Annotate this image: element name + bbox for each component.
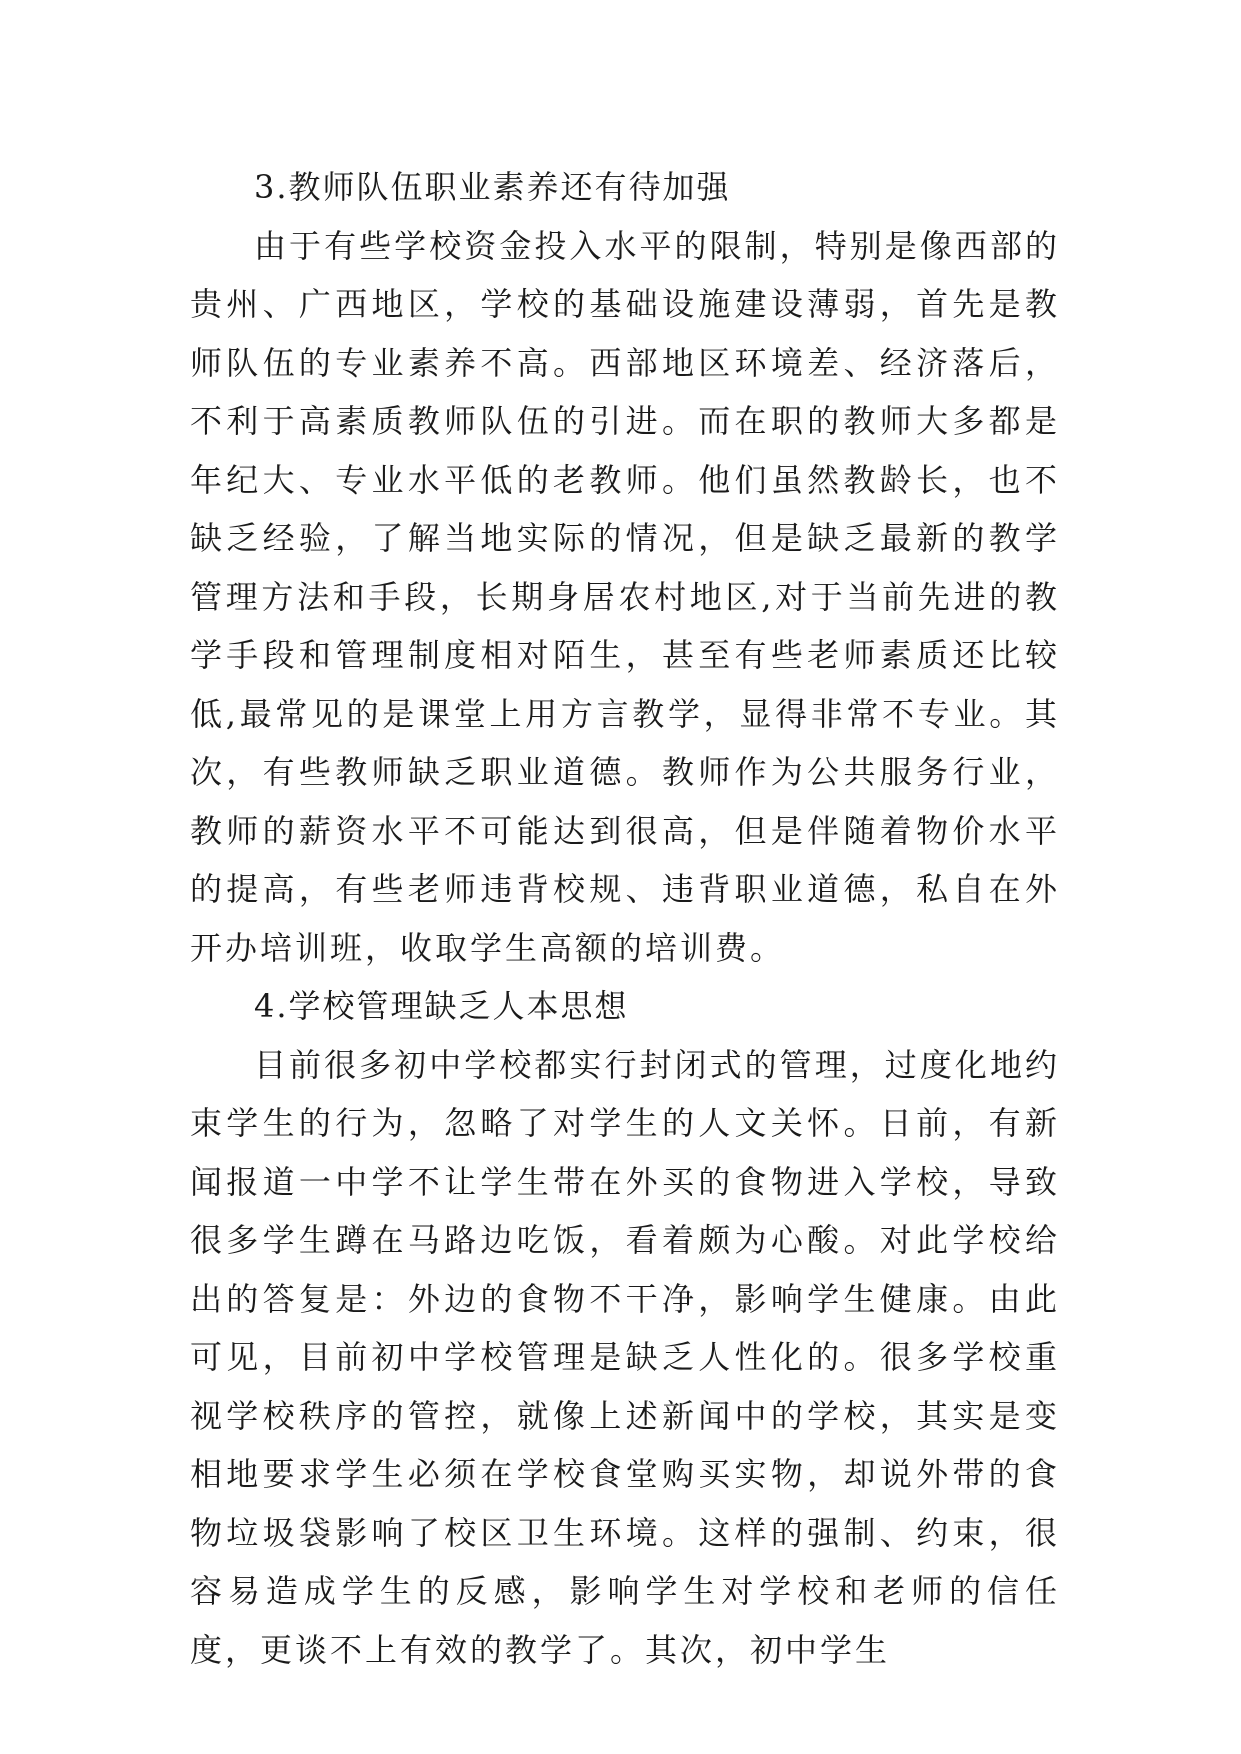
paragraph-school-management: 目前很多初中学校都实行封闭式的管理，过度化地约束学生的行为，忽略了对学生的人文关怀。日前，有新闻报道一中学不让学生带在外买的食物进入学校，导致很多学生蹲在马路边吃饭，看着颇为心酸。对此学校给出的答复是：外边的食物不干净，影响学生健康。由此可见，目前初中学校管理是缺乏人性化的。很多学校重视学校秩序的管控，就像上述新闻中的学校，其实是变相地要求学生必须在学校食堂购买实物，却说外带的食物垃圾袋影响了校区卫生环境。这样的强制、约束，很容易造成学生的反感，影响学生对学校和老师的信任度，更谈不上有效的教学了。其次，初中学生	[190, 1045, 1060, 1669]
section-heading-school-management: 4.学校管理缺乏人本思想	[254, 987, 629, 1025]
section-heading-teacher-quality: 3.教师队伍职业素养还有待加强	[254, 168, 731, 206]
document-body	[190, 158, 1060, 1679]
paragraph-teacher-quality: 由于有些学校资金投入水平的限制，特别是像西部的贵州、广西地区，学校的基础设施建设薄弱，首先是教师队伍的专业素养不高。西部地区环境差、经济落后，不利于高素质教师队伍的引进。而在职的教师大多都是年纪大、专业水平低的老教师。他们虽然教龄长，也不缺乏经验，了解当地实际的情况，但是缺乏最新的教学管理方法和手段，长期身居农村地区,对于当前先进的教学手段和管理制度相对陌生，甚至有些老师素质还比较低,最常见的是课堂上用方言教学，显得非常不专业。其次，有些教师缺乏职业道德。教师作为公共服务行业，教师的薪资水平不可能达到很高，但是伴随着物价水平的提高，有些老师违背校规、违背职业道德，私自在外开办培训班，收取学生高额的培训费。	[190, 226, 1060, 967]
